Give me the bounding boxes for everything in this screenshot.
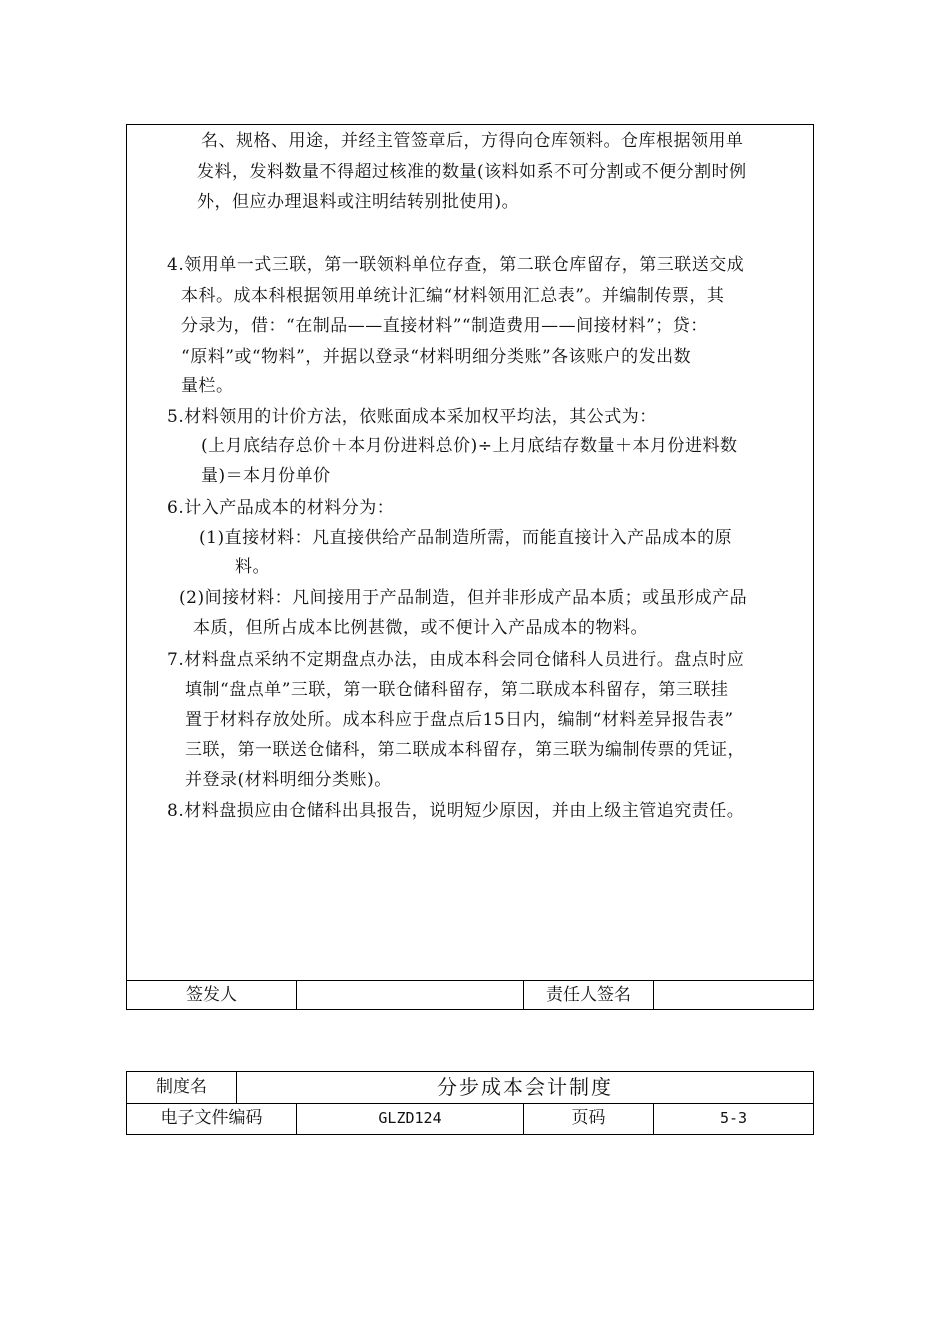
document-meta-table — [126, 1071, 814, 1135]
content-line: 填制“盘点单”三联，第一联仓储科留存，第二联成本科留存，第三联挂 — [185, 680, 729, 700]
content-line: 本科。成本科根据领用单统计汇编“材料领用汇总表”。并编制传票，其 — [181, 286, 725, 306]
content-line: (2)间接材料：凡间接用于产品制造，但并非形成产品本质；或虽形成产品 — [179, 588, 748, 608]
content-line: “原料”或“物料”，并据以登录“材料明细分类账”各该账户的发出数 — [181, 347, 692, 367]
content-line: (上月底结存总价＋本月份进料总价)÷上月底结存数量＋本月份进料数 — [201, 436, 738, 456]
content-line: 并登录(材料明细分类账)。 — [185, 770, 392, 790]
content-line: 外，但应办理退料或注明结转别批使用)。 — [197, 192, 520, 212]
responsible-signature-field[interactable] — [654, 980, 813, 1010]
content-line: 料。 — [235, 557, 270, 577]
page-number: 5-3 — [719, 1109, 748, 1127]
signature-row — [127, 980, 813, 1010]
responsible-label: 责任人签名 — [546, 985, 631, 1005]
content-line: 4.领用单一式三联，第一联领料单位存查，第二联仓库留存，第三联送交成 — [167, 255, 745, 275]
issuer-label: 签发人 — [186, 985, 237, 1005]
file-code: GLZD124 — [378, 1109, 442, 1127]
issuer-field[interactable] — [297, 980, 523, 1010]
file-code-label: 电子文件编码 — [160, 1108, 263, 1128]
content-line: 6.计入产品成本的材料分为： — [167, 498, 395, 518]
system-name-label: 制度名 — [156, 1077, 207, 1097]
content-line: 5.材料领用的计价方法，依账面成本采加权平均法，其公式为： — [167, 407, 657, 427]
content-line: 三联，第一联送仓储科，第二联成本科留存，第三联为编制传票的凭证， — [185, 740, 745, 760]
content-line: 分录为，借：“在制品——直接材料”“制造费用——间接材料”；贷： — [181, 316, 708, 336]
document-body — [126, 124, 814, 1010]
content-line: (1)直接材料：凡直接供给产品制造所需，而能直接计入产品成本的原 — [199, 528, 733, 548]
content-line: 7.材料盘点采纳不定期盘点办法，由成本科会同仓储科人员进行。盘点时应 — [167, 650, 745, 670]
content-line: 本质，但所占成本比例甚微，或不便计入产品成本的物料。 — [193, 618, 648, 638]
meta-row-name — [127, 1072, 813, 1104]
document-content — [127, 125, 813, 981]
content-line: 量)＝本月份单价 — [201, 466, 331, 486]
content-line: 量栏。 — [181, 376, 234, 396]
meta-row-code — [127, 1103, 813, 1134]
content-line: 发料，发料数量不得超过核准的数量(该料如系不可分割或不便分割时例 — [197, 162, 747, 182]
page-label: 页码 — [571, 1108, 606, 1128]
content-line: 置于材料存放处所。成本科应于盘点后15日内，编制“材料差异报告表” — [185, 710, 734, 730]
system-name: 分步成本会计制度 — [437, 1075, 613, 1099]
content-line: 8.材料盘损应由仓储科出具报告，说明短少原因，并由上级主管追究责任。 — [167, 801, 745, 821]
content-line: 名、规格、用途，并经主管签章后，方得向仓库领料。仓库根据领用单 — [201, 131, 744, 151]
